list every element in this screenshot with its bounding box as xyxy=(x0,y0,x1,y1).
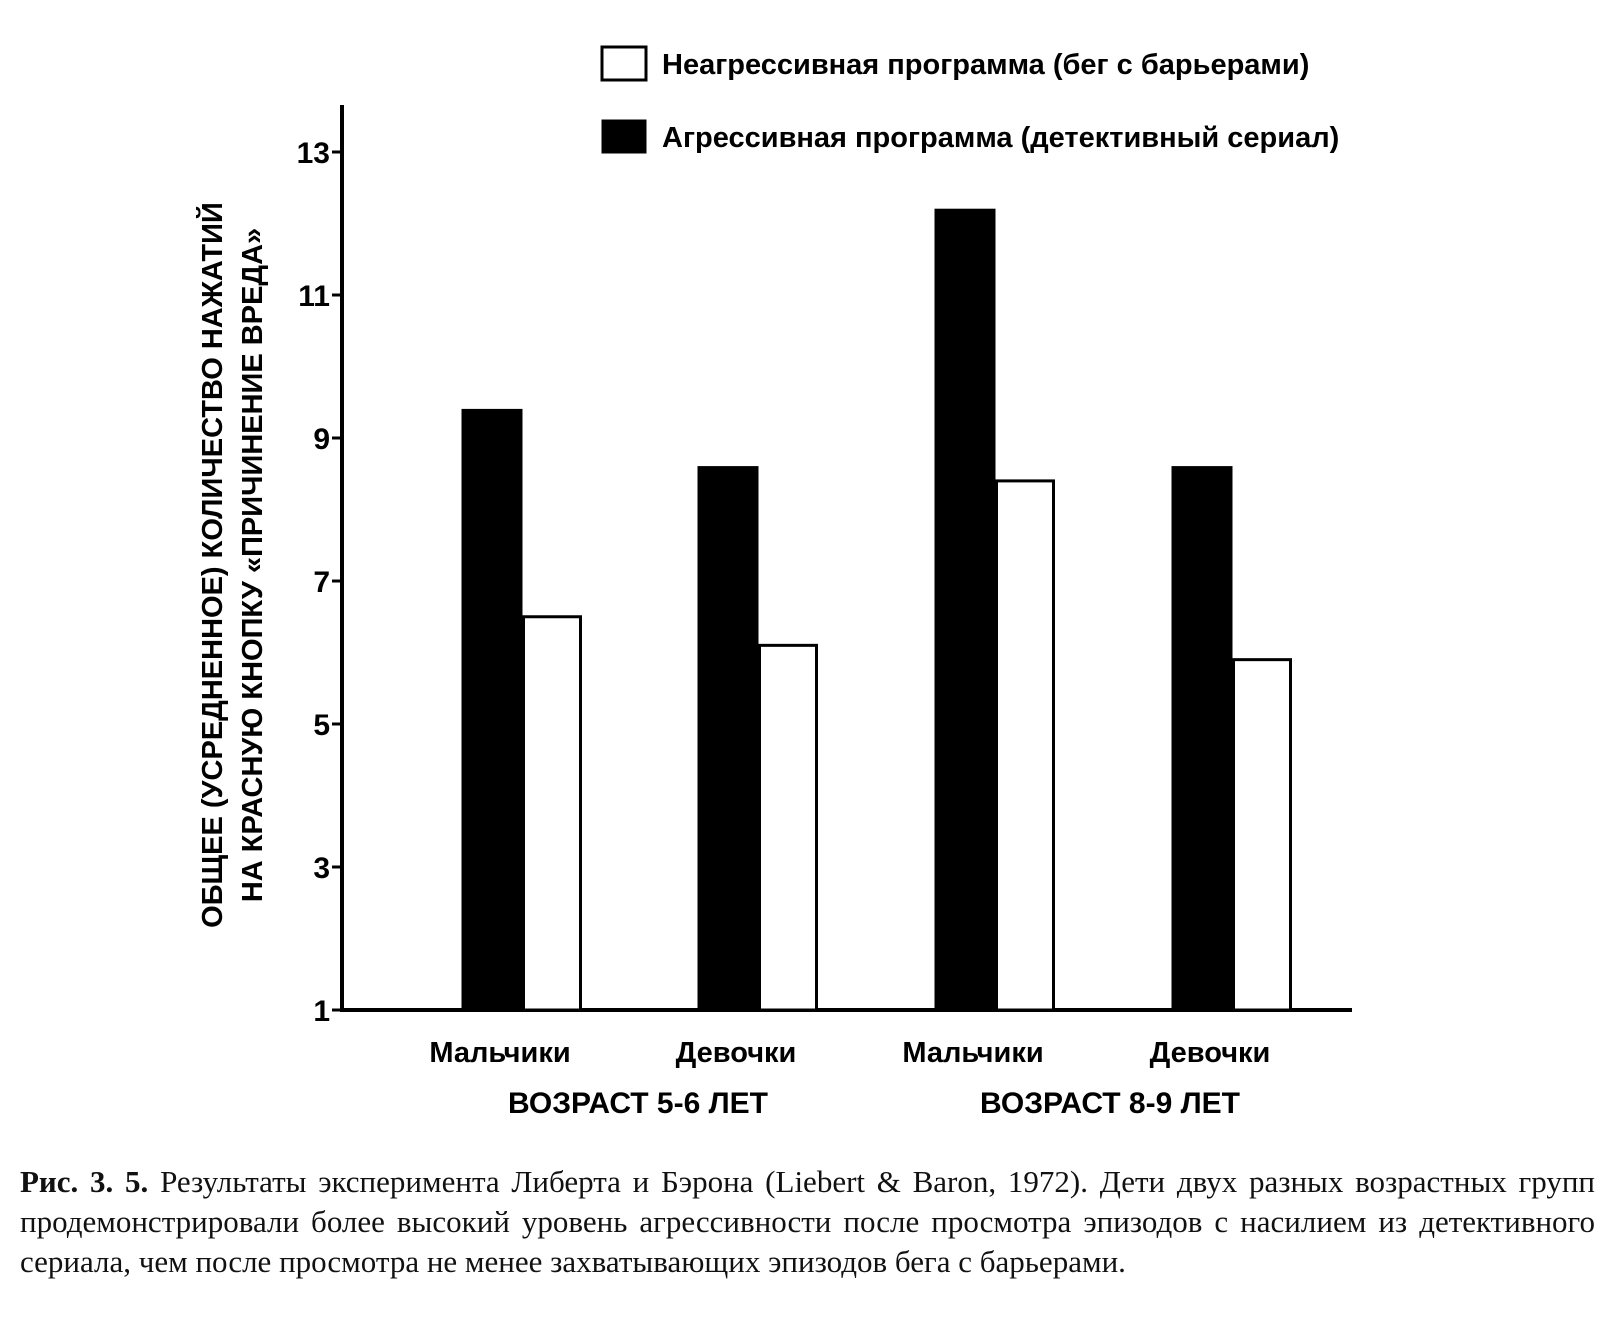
group-label: ВОЗРАСТ 8-9 ЛЕТ xyxy=(980,1087,1240,1120)
group-label: ВОЗРАСТ 5-6 ЛЕТ xyxy=(508,1087,768,1120)
x-tick-label: Мальчики xyxy=(429,1037,571,1069)
bar-nonaggressive xyxy=(760,645,817,1010)
figure-caption xyxy=(20,1162,1595,1282)
y-axis-title-line: НА КРАСНУЮ КНОПКУ «ПРИЧИНЕНИЕ ВРЕДА» xyxy=(237,227,269,903)
legend-label: Агрессивная программа (детективный сериал) xyxy=(662,122,1340,154)
legend-swatch xyxy=(602,120,646,153)
bar-nonaggressive xyxy=(524,617,581,1010)
bar-aggressive xyxy=(1172,467,1232,1010)
legend xyxy=(602,47,1339,154)
y-tick-label: 13 xyxy=(296,137,330,170)
category-labels xyxy=(429,1037,1270,1120)
bar-aggressive xyxy=(462,409,522,1010)
bars xyxy=(462,209,1291,1010)
y-tick-label: 7 xyxy=(313,566,330,599)
y-tick-label: 11 xyxy=(298,280,330,313)
bar-nonaggressive xyxy=(1234,660,1291,1010)
bar-nonaggressive xyxy=(997,481,1054,1010)
y-tick-label: 1 xyxy=(313,995,330,1028)
y-tick-label: 9 xyxy=(313,423,330,456)
x-tick-label: Девочки xyxy=(1149,1037,1271,1069)
y-tick-label: 3 xyxy=(313,852,330,885)
x-tick-label: Мальчики xyxy=(902,1037,1044,1069)
legend-label: Неагрессивная программа (бег с барьерами) xyxy=(662,49,1310,81)
y-axis-title xyxy=(195,202,269,928)
x-tick-label: Девочки xyxy=(675,1037,797,1069)
bar-aggressive xyxy=(935,209,995,1010)
caption-label: Рис. 3. 5. xyxy=(20,1164,149,1199)
y-tick-label: 5 xyxy=(313,709,330,742)
legend-swatch xyxy=(602,47,646,80)
caption-text: Результаты эксперимента Либерта и Бэрона (Liebert & Baron, 1972). Дети двух разных возрастных групп продемонстрировали более высокий уровень агрессивности после просмотра эпизодов с насилием из детективного сериала, чем после просмотра не менее захватывающих эпизодов бега с барьерами. xyxy=(20,1164,1596,1279)
y-axis-title-line: ОБЩЕЕ (УСРЕДНЕННОЕ) КОЛИЧЕСТВО НАЖАТИЙ xyxy=(197,202,229,928)
bar-aggressive xyxy=(698,467,758,1010)
